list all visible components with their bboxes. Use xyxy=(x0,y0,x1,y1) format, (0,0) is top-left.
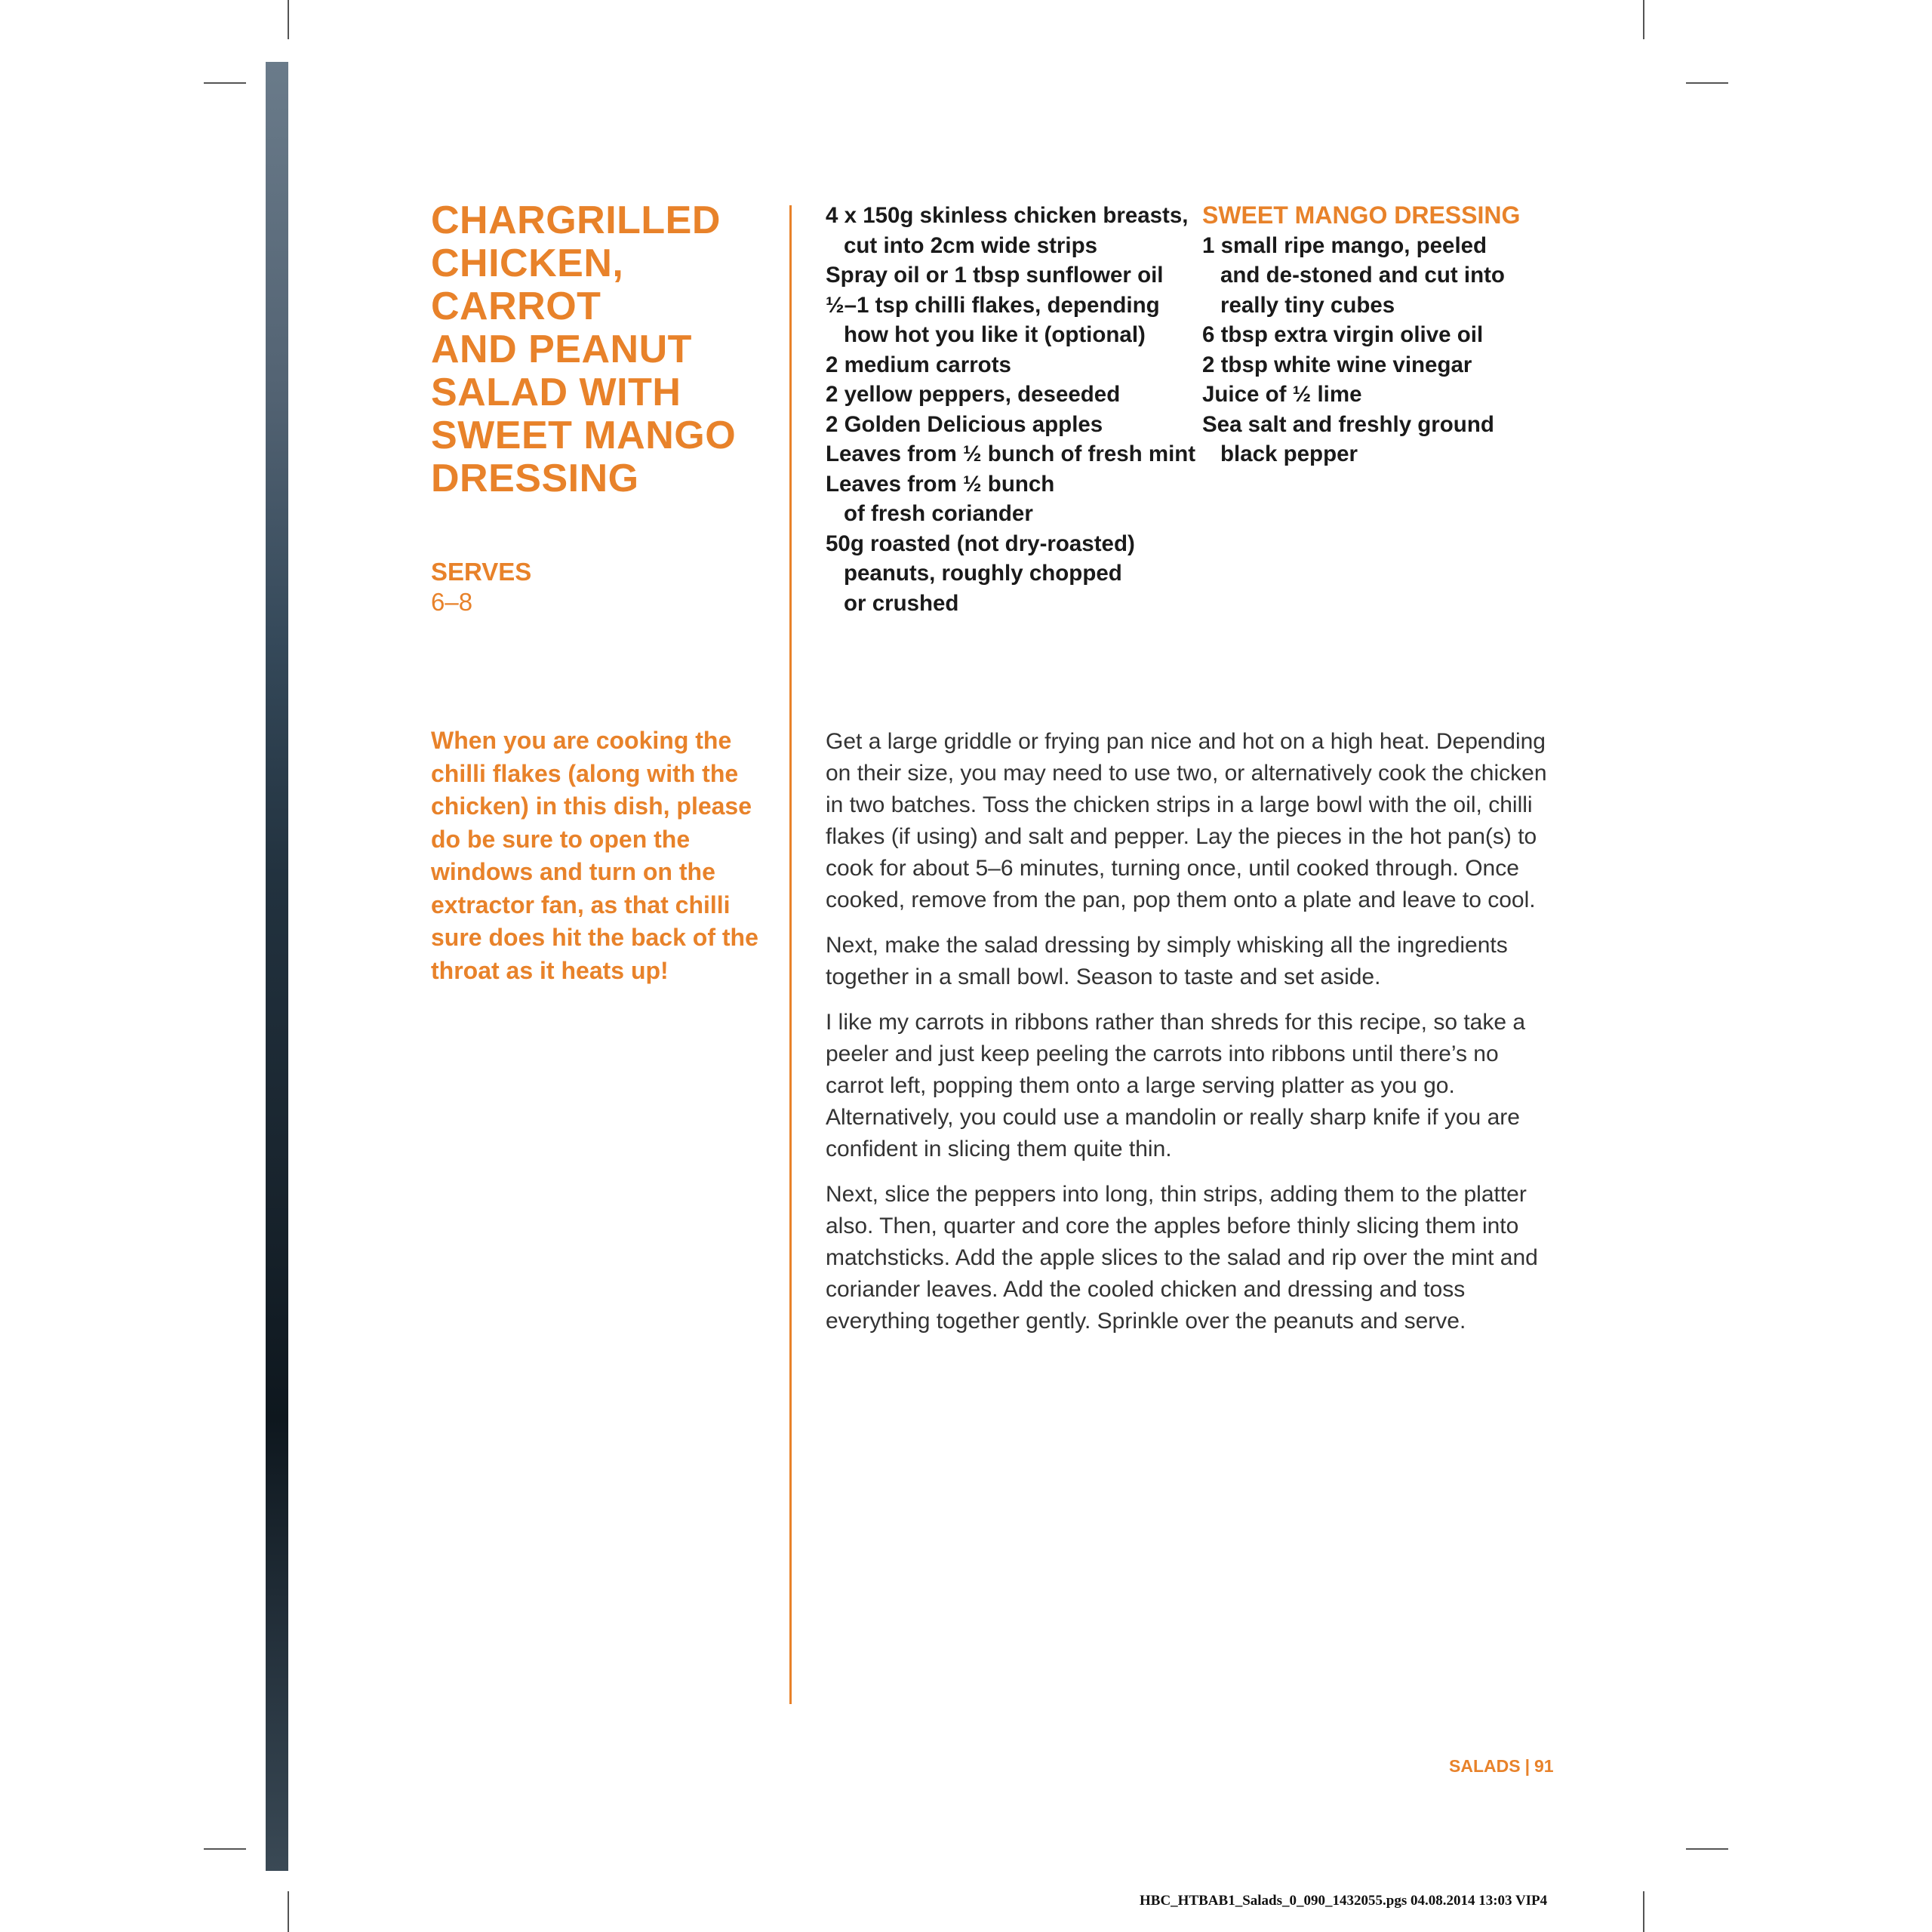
section-name: SALADS xyxy=(1449,1756,1521,1776)
column-divider xyxy=(789,205,792,1704)
ingredient-line: Leaves from ½ bunch xyxy=(826,471,1055,497)
dressing-ingredients xyxy=(1202,201,1564,469)
title-line: CARROT xyxy=(431,285,601,328)
ingredient-line: 2 tbsp white wine vinegar xyxy=(1202,352,1472,377)
ingredient-line: 6 tbsp extra virgin olive oil xyxy=(1202,322,1484,347)
crop-mark xyxy=(1686,1848,1728,1850)
title-line: CHICKEN, xyxy=(431,242,624,285)
page-footer xyxy=(1449,1756,1554,1777)
ingredient-line: 1 small ripe mango, peeled xyxy=(1202,232,1487,258)
method-paragraph: Next, slice the peppers into long, thin strips, adding them to the platter also. Then, quarter and core the apples before thinly slicing them into matchsticks. Add the apple slices to the salad and rip over the mint and coriander leaves. Add the cooled chicken and dressing and toss everything together gently. Sprinkle over the peanuts and serve. xyxy=(826,1182,1538,1334)
serves-block xyxy=(431,557,531,617)
crop-mark xyxy=(1686,82,1728,84)
title-line: SWEET MANGO xyxy=(431,414,737,457)
ingredient-line: Leaves from ½ bunch of fresh mint xyxy=(826,441,1196,466)
ingredient-line: and de-stoned and cut into xyxy=(1220,263,1505,288)
ingredient-line: 50g roasted (not dry-roasted) xyxy=(826,531,1135,556)
crop-mark xyxy=(288,1891,289,1932)
page-number: 91 xyxy=(1534,1756,1554,1776)
recipe-title xyxy=(431,199,786,500)
ingredient-line: 4 x 150g skinless chicken breasts, xyxy=(826,203,1189,228)
ingredient-line: really tiny cubes xyxy=(1220,292,1395,318)
method-text xyxy=(826,726,1550,1351)
crop-mark xyxy=(204,1848,246,1850)
page-spine xyxy=(266,62,288,1871)
serves-label: SERVES xyxy=(431,558,532,586)
ingredient-line: 2 yellow peppers, deseeded xyxy=(826,382,1121,407)
ingredient-line: of fresh coriander xyxy=(844,501,1033,526)
title-line: SALAD WITH xyxy=(431,371,681,414)
cook-tip: When you are cooking the chilli flakes (along with the chicken) in this dish, please do be sure to open the windows and turn on the extractor fan, as that chilli sure does hit the back of the throat as it heats up! xyxy=(431,727,758,984)
title-line: CHARGRILLED xyxy=(431,198,721,242)
ingredient-line: peanuts, roughly chopped xyxy=(844,561,1122,586)
method-paragraph: Get a large griddle or frying pan nice and hot on a high heat. Depending on their size, you may need to use two, or alternatively cook the chicken in two batches. Toss the chicken strips in a large bowl with the oil, chilli flakes (if using) and salt and pepper. Lay the pieces in the hot pan(s) to cook for about 5–6 minutes, turning once, until cooked through. Once cooked, remove from the pan, pop them onto a plate and leave to cool. xyxy=(826,729,1547,912)
ingredient-line: ½–1 tsp chilli flakes, depending xyxy=(826,292,1160,318)
ingredients-list xyxy=(826,201,1203,618)
crop-mark xyxy=(288,0,289,39)
footer-separator: | xyxy=(1524,1756,1530,1776)
ingredient-line: Spray oil or 1 tbsp sunflower oil xyxy=(826,263,1164,288)
print-slug: HBC_HTBAB1_Salads_0_090_1432055.pgs 04.08.2014 13:03 VIP4 xyxy=(1140,1893,1548,1909)
crop-mark xyxy=(204,82,246,84)
ingredient-line: 2 medium carrots xyxy=(826,352,1011,377)
ingredient-line: or crushed xyxy=(844,590,959,616)
title-line: AND PEANUT xyxy=(431,328,692,371)
dressing-heading: SWEET MANGO DRESSING xyxy=(1202,202,1521,229)
crop-mark xyxy=(1643,0,1644,39)
ingredient-line: black pepper xyxy=(1220,441,1358,466)
ingredient-line: Sea salt and freshly ground xyxy=(1202,411,1494,437)
serves-value: 6–8 xyxy=(431,588,473,616)
method-paragraph: I like my carrots in ribbons rather than shreds for this recipe, so take a peeler and just keep peeling the carrots into ribbons until there’s no carrot left, popping them onto a large serving platter as you go. Alternatively, you could use a mandolin or really sharp knife if you are confident in slicing them quite thin. xyxy=(826,1010,1526,1161)
ingredient-line: 2 Golden Delicious apples xyxy=(826,411,1103,437)
method-paragraph: Next, make the salad dressing by simply whisking all the ingredients together in a small bowl. Season to taste and set aside. xyxy=(826,933,1508,989)
ingredient-line: how hot you like it (optional) xyxy=(844,322,1146,347)
crop-mark xyxy=(1643,1891,1644,1932)
title-line: DRESSING xyxy=(431,457,639,500)
ingredient-line: Juice of ½ lime xyxy=(1202,382,1362,407)
ingredient-line: cut into 2cm wide strips xyxy=(844,232,1098,258)
